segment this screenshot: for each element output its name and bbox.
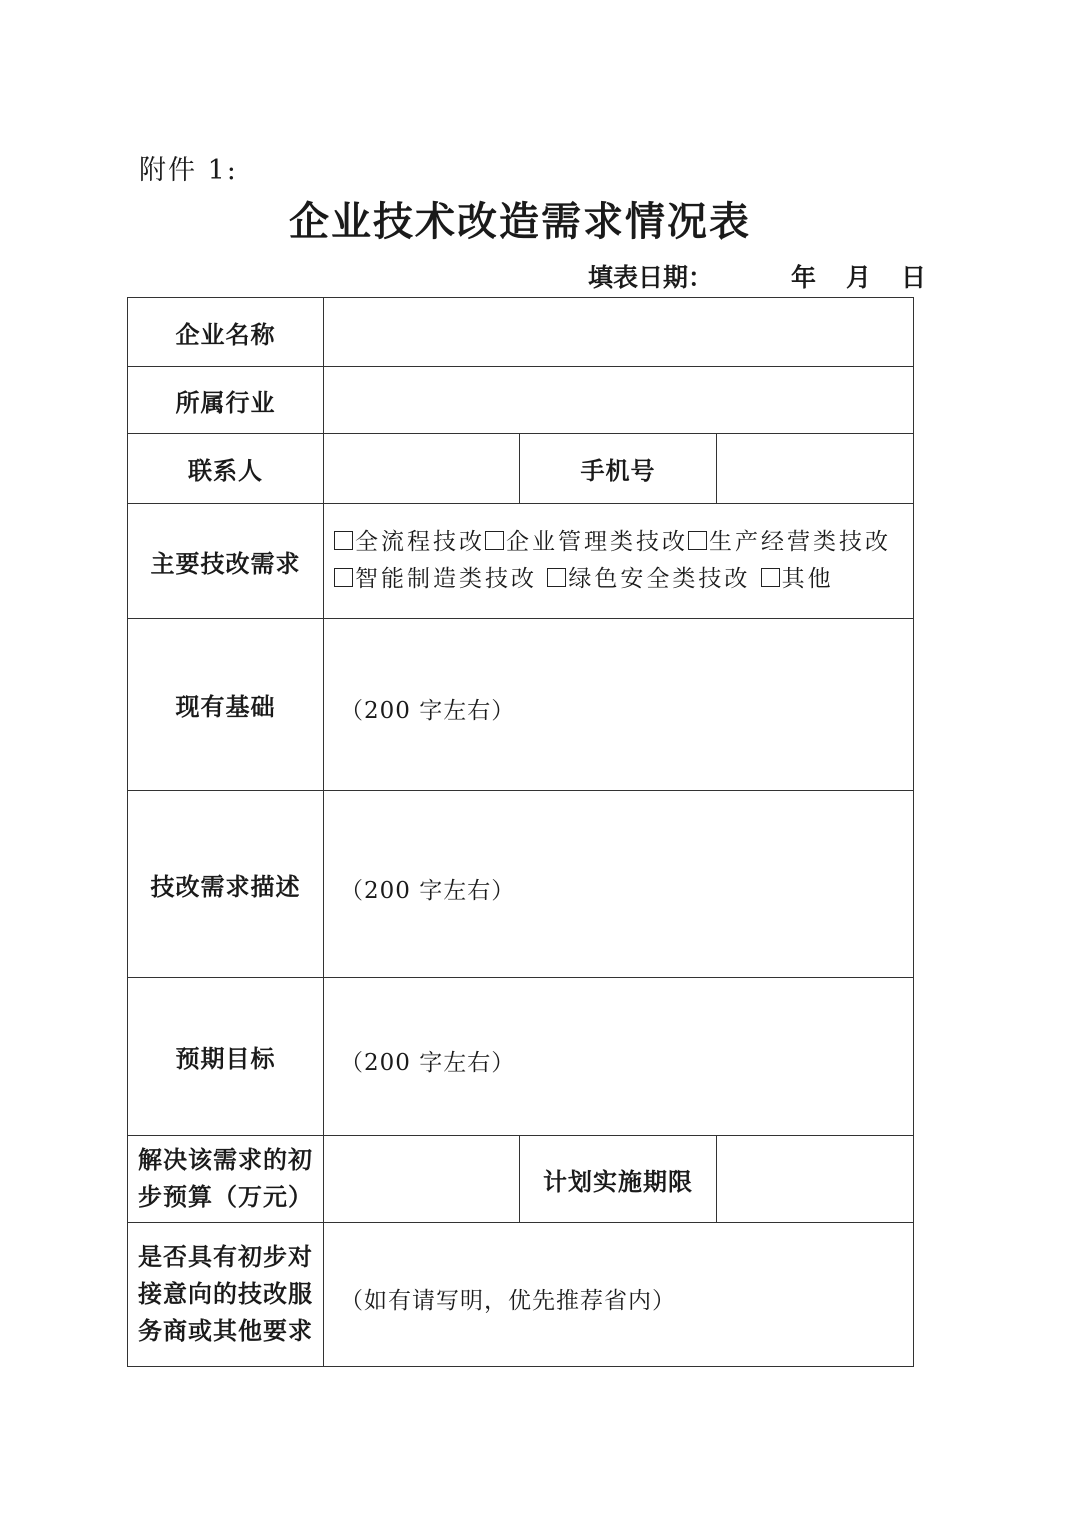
need-description-field[interactable]	[324, 791, 914, 978]
existing-basis-hint: （200 字左右）	[340, 698, 516, 724]
fill-date	[588, 258, 927, 294]
option-green-safety[interactable]: 绿色安全类技改	[547, 566, 750, 592]
checkbox-icon[interactable]	[334, 568, 353, 587]
plan-period-field[interactable]	[717, 1136, 914, 1223]
checkbox-icon[interactable]	[547, 568, 566, 587]
fill-date-label: 填表日期：	[588, 263, 714, 292]
budget-field[interactable]	[324, 1136, 520, 1223]
requirement-form-table	[127, 297, 914, 1367]
expected-goal-label: 预期目标	[128, 978, 324, 1136]
industry-field[interactable]	[324, 367, 914, 434]
need-description-label: 技改需求描述	[128, 791, 324, 978]
company-name-field[interactable]	[324, 298, 914, 367]
expected-goal-hint: （200 字左右）	[340, 1050, 516, 1076]
checkbox-icon[interactable]	[334, 531, 353, 550]
budget-label: 解决该需求的初 步预算（万元）	[128, 1136, 324, 1223]
checkbox-icon[interactable]	[761, 568, 780, 587]
service-provider-hint: （如有请写明，优先推荐省内）	[340, 1288, 676, 1314]
option-production-operation[interactable]: 生产经营类技改	[688, 529, 891, 555]
checkbox-icon[interactable]	[688, 531, 707, 550]
expected-goal-field[interactable]	[324, 978, 914, 1136]
industry-label: 所属行业	[128, 367, 324, 434]
service-provider-label: 是否具有初步对 接意向的技改服 务商或其他要求	[128, 1223, 324, 1367]
contact-label: 联系人	[128, 434, 324, 504]
main-needs-options	[324, 504, 914, 619]
existing-basis-field[interactable]	[324, 619, 914, 791]
service-provider-field[interactable]	[324, 1223, 914, 1367]
month-label: 月	[846, 263, 872, 292]
need-description-hint: （200 字左右）	[340, 877, 516, 904]
option-other[interactable]: 其他	[761, 566, 834, 592]
day-label: 日	[901, 263, 927, 292]
contact-field[interactable]	[324, 434, 520, 504]
page-title: 企业技术改造需求情况表	[289, 198, 751, 245]
existing-basis-label: 现有基础	[128, 619, 324, 791]
option-full-process[interactable]: 全流程技改	[334, 529, 485, 555]
option-enterprise-management[interactable]: 企业管理类技改	[485, 529, 688, 555]
company-name-label: 企业名称	[128, 298, 324, 367]
main-needs-label: 主要技改需求	[128, 504, 324, 619]
option-smart-manufacturing[interactable]: 智能制造类技改	[334, 566, 537, 592]
phone-field[interactable]	[717, 434, 914, 504]
plan-period-label: 计划实施期限	[520, 1136, 717, 1223]
year-label: 年	[791, 263, 817, 292]
attachment-label: 附件 1:	[139, 155, 238, 186]
checkbox-icon[interactable]	[485, 531, 504, 550]
phone-label: 手机号	[520, 434, 717, 504]
